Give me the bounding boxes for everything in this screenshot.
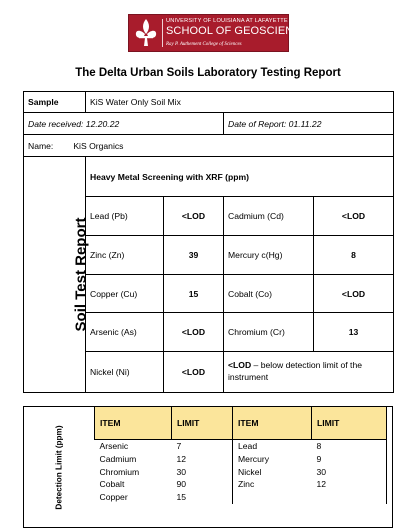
screening-heading-row — [24, 157, 394, 197]
lod-note-text: – below detection limit of the instrument — [228, 360, 362, 382]
item-cell: Nickel — [238, 466, 262, 477]
date-received: Date received: 12.20.22 — [24, 113, 224, 135]
logo-divider — [162, 19, 163, 47]
metal-value: <LOD — [164, 197, 224, 236]
item-cell: Cadmium — [99, 453, 137, 464]
metal-name: Mercury c(Hg) — [224, 236, 314, 275]
limits-header-row — [95, 407, 387, 440]
limit-cell: 30 — [172, 466, 233, 479]
metal-name: Lead (Pb) — [86, 197, 164, 236]
detection-limit-label: Detection Limit (ppm) — [54, 424, 64, 510]
screening-heading: Heavy Metal Screening with XRF (ppm) — [86, 157, 394, 197]
limit-cell: 9 — [312, 453, 387, 466]
limits-row — [95, 440, 387, 453]
limits-row — [95, 478, 387, 491]
lod-note — [224, 352, 394, 393]
item-cell: Lead — [238, 441, 258, 451]
fleur-de-lis-icon — [132, 17, 160, 49]
metal-value: 15 — [164, 275, 224, 313]
column-header: LIMIT — [172, 407, 233, 440]
name-row — [24, 135, 394, 157]
metal-value: 13 — [314, 313, 394, 352]
metal-name: Nickel (Ni) — [86, 352, 164, 393]
limit-cell — [312, 491, 387, 504]
metal-name: Arsenic (As) — [86, 313, 164, 352]
metal-name: Zinc (Zn) — [86, 236, 164, 275]
logo-college-name: Ray P. Authement College of Sciences — [166, 42, 242, 47]
lod-note-term: <LOD — [228, 360, 252, 371]
name-value: KiS Organics — [73, 140, 124, 151]
limits-row — [95, 466, 387, 479]
sample-label: Sample — [24, 92, 86, 113]
university-logo — [128, 14, 317, 52]
metal-value: <LOD — [164, 313, 224, 352]
item-cell: Cobalt — [99, 479, 125, 490]
limit-cell: 90 — [172, 478, 233, 491]
metal-value: 8 — [314, 236, 394, 275]
metal-name: Copper (Cu) — [86, 275, 164, 313]
report-title: The Delta Urban Soils Laboratory Testing Report — [75, 67, 341, 79]
report-table — [23, 91, 394, 393]
metal-value: <LOD — [164, 352, 224, 393]
column-header: LIMIT — [312, 407, 387, 440]
item-cell: Arsenic — [99, 441, 129, 451]
name-label: Name: — [28, 140, 54, 151]
item-cell: Zinc — [238, 479, 255, 490]
sample-row — [24, 92, 394, 113]
item-cell: Copper — [99, 492, 128, 503]
metal-value: <LOD — [314, 197, 394, 236]
soil-test-report-label: Soil Test Report — [24, 157, 86, 393]
limit-cell: 12 — [312, 478, 387, 491]
name-cell — [24, 135, 394, 157]
column-header: ITEM — [95, 407, 172, 440]
column-header: ITEM — [233, 407, 312, 440]
limits-row — [95, 453, 387, 466]
limit-cell: 7 — [172, 440, 233, 453]
limit-cell: 12 — [172, 453, 233, 466]
date-of-report: Date of Report: 01.11.22 — [224, 113, 394, 135]
sample-value: KiS Water Only Soil Mix — [86, 92, 394, 113]
item-cell — [233, 491, 312, 504]
detection-limit-table — [94, 406, 387, 504]
logo-school-name: SCHOOL OF GEOSCIENCES — [166, 25, 317, 37]
metal-name: Chromium (Cr) — [224, 313, 314, 352]
item-cell: Chromium — [99, 466, 140, 477]
metal-value: 39 — [164, 236, 224, 275]
limit-cell: 15 — [172, 491, 233, 504]
limit-cell: 8 — [312, 440, 387, 453]
limits-row — [95, 491, 387, 504]
metal-name: Cadmium (Cd) — [224, 197, 314, 236]
item-cell: Mercury — [238, 453, 270, 464]
metal-value: <LOD — [314, 275, 394, 313]
limit-cell: 30 — [312, 466, 387, 479]
logo-university-name: UNIVERSITY OF LOUISIANA AT LAFAYETTE — [166, 18, 288, 24]
dates-row — [24, 113, 394, 135]
metal-name: Cobalt (Co) — [224, 275, 314, 313]
